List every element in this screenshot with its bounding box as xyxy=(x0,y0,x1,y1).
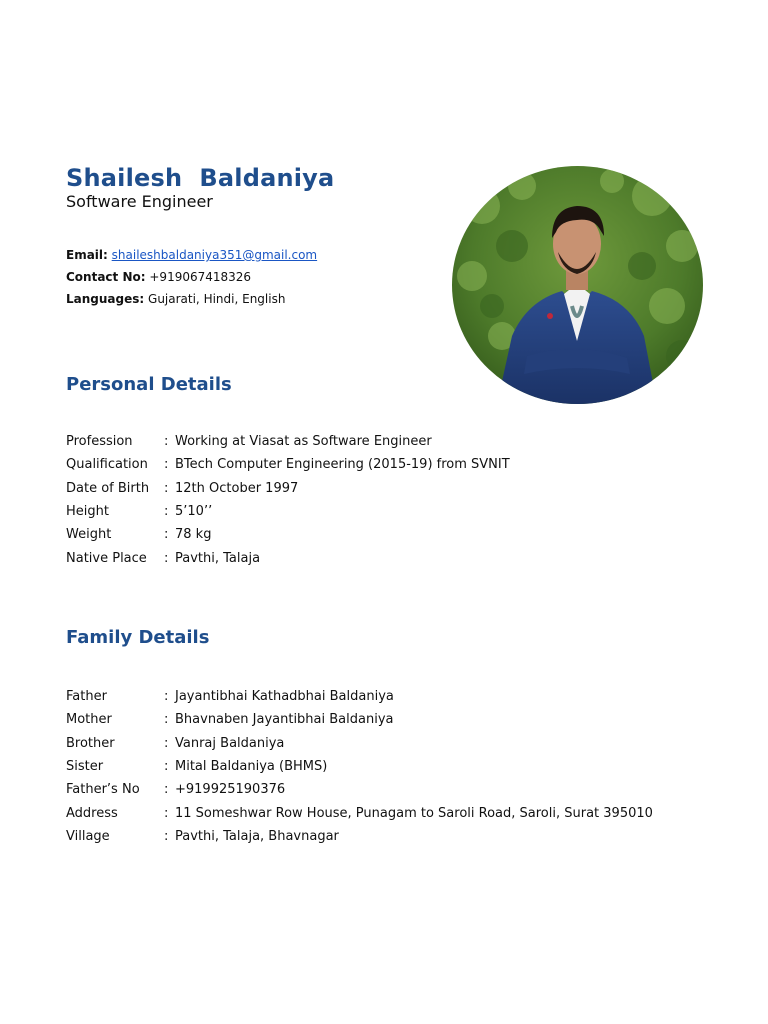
detail-separator: : xyxy=(164,457,169,473)
detail-label: Height xyxy=(66,504,109,520)
detail-label: Village xyxy=(66,828,110,844)
personal-details-heading: Personal Details xyxy=(66,374,232,395)
detail-label: Brother xyxy=(66,735,115,751)
detail-value: BTech Computer Engineering (2015-19) from SVNIT xyxy=(175,457,510,473)
detail-row xyxy=(66,430,510,453)
detail-value: Jayantibhai Kathadbhai Baldaniya xyxy=(175,689,394,705)
detail-label: Qualification xyxy=(66,457,148,473)
detail-value: Mital Baldaniya (BHMS) xyxy=(175,759,328,775)
detail-value: Pavthi, Talaja, Bhavnagar xyxy=(175,828,339,844)
detail-row xyxy=(66,732,653,755)
languages-row xyxy=(66,288,317,310)
detail-row xyxy=(66,685,653,708)
detail-separator: : xyxy=(164,782,169,798)
detail-label: Mother xyxy=(66,712,112,728)
family-details-heading: Family Details xyxy=(66,627,210,648)
profile-title: Software Engineer xyxy=(66,192,213,211)
email-row xyxy=(66,244,317,266)
detail-value: Vanraj Baldaniya xyxy=(175,735,285,751)
detail-label: Weight xyxy=(66,527,112,543)
detail-value: +919925190376 xyxy=(175,782,286,798)
detail-row xyxy=(66,708,653,731)
detail-label: Address xyxy=(66,805,118,821)
detail-separator: : xyxy=(164,689,169,705)
detail-label: Native Place xyxy=(66,550,147,566)
detail-row xyxy=(66,755,653,778)
detail-row xyxy=(66,546,510,569)
family-details-table xyxy=(66,685,653,848)
detail-separator: : xyxy=(164,828,169,844)
email-link[interactable]: shaileshbaldaniya351@gmail.com xyxy=(111,248,318,262)
languages-label: Languages: xyxy=(66,292,145,306)
detail-separator: : xyxy=(164,480,169,496)
detail-label: Father’s No xyxy=(66,782,140,798)
detail-value: Bhavnaben Jayantibhai Baldaniya xyxy=(175,712,394,728)
phone-value: +919067418326 xyxy=(149,270,252,284)
detail-row xyxy=(66,477,510,500)
detail-row xyxy=(66,500,510,523)
detail-row xyxy=(66,801,653,824)
phone-label: Contact No: xyxy=(66,270,146,284)
detail-label: Father xyxy=(66,689,107,705)
detail-value: 12th October 1997 xyxy=(175,480,299,496)
detail-separator: : xyxy=(164,527,169,543)
detail-label: Sister xyxy=(66,759,104,775)
detail-separator: : xyxy=(164,805,169,821)
detail-row xyxy=(66,778,653,801)
detail-row xyxy=(66,453,510,476)
email-label: Email: xyxy=(66,248,108,262)
languages-value: Gujarati, Hindi, English xyxy=(148,292,286,306)
detail-label: Date of Birth xyxy=(66,480,150,496)
detail-separator: : xyxy=(164,735,169,751)
phone-row xyxy=(66,266,317,288)
profile-name: Shailesh Baldaniya xyxy=(66,164,335,192)
detail-separator: : xyxy=(164,504,169,520)
profile-photo xyxy=(452,166,703,404)
detail-value: Working at Viasat as Software Engineer xyxy=(175,434,432,450)
detail-value: 5’10’’ xyxy=(175,504,213,520)
detail-separator: : xyxy=(164,759,169,775)
detail-separator: : xyxy=(164,712,169,728)
detail-row xyxy=(66,825,653,848)
detail-value: Pavthi, Talaja xyxy=(175,550,261,566)
detail-value: 11 Someshwar Row House, Punagam to Saroli Road, Saroli, Surat 395010 xyxy=(175,805,653,821)
detail-separator: : xyxy=(164,434,169,450)
detail-value: 78 kg xyxy=(175,527,212,543)
detail-separator: : xyxy=(164,550,169,566)
personal-details-table xyxy=(66,430,510,570)
detail-row xyxy=(66,523,510,546)
contact-block xyxy=(66,244,317,310)
detail-label: Profession xyxy=(66,434,133,450)
